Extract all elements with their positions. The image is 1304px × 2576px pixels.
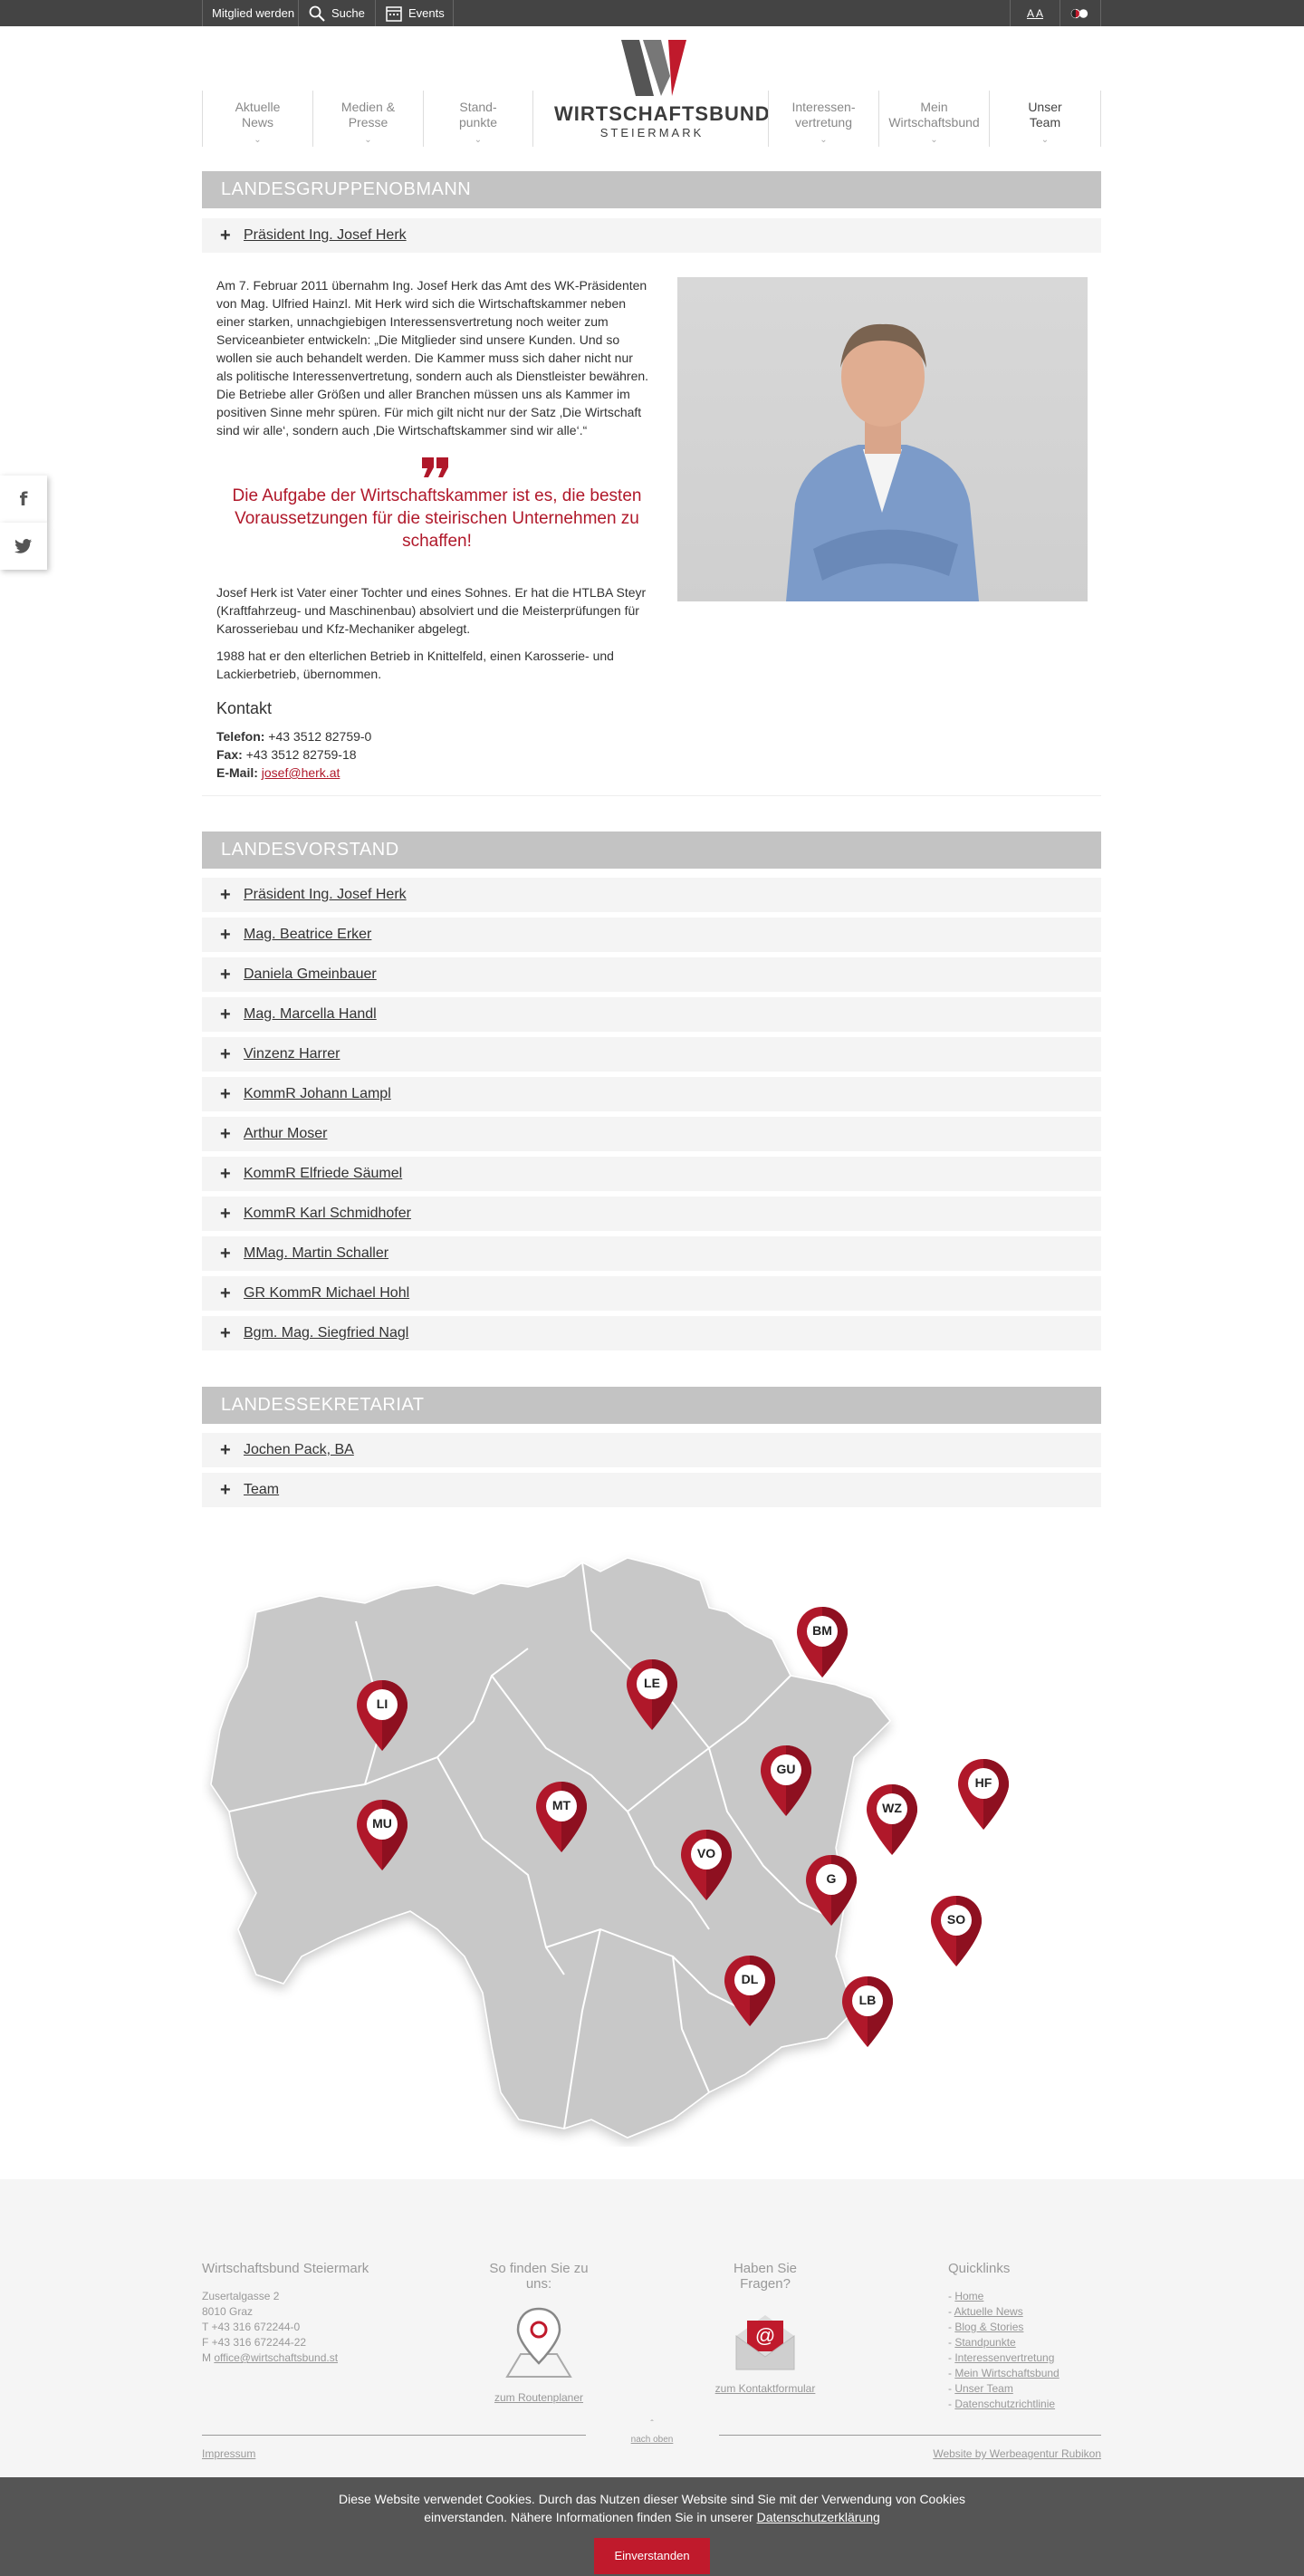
highlight-quote: Die Aufgabe der Wirtschaftskammer ist es, die besten Voraussetzungen für die steirischen Unternehmen zu schaffen! [232,486,642,551]
top-bar [0,0,1304,26]
twitter-icon [14,538,33,554]
map-pin-le[interactable]: LE [625,1658,679,1732]
map-pin-lb[interactable]: LB [840,1975,895,2049]
footer [0,2179,1304,2485]
map-pin-icon [625,1658,679,1732]
contact-email: E-Mail: josef@herk.at [216,765,340,780]
quote-icon [422,457,449,477]
logo-mark-icon [618,40,686,96]
logo-brand: WIRTSCHAFTSBUND [554,102,771,125]
plus-icon: + [220,1244,231,1264]
cookie-text: Diese Website verwendet Cookies. Durch das Nutzen dieser Website sind Sie mit der Verwendung von Cookies [338,2492,966,2506]
map-pin-hf[interactable]: HF [956,1757,1011,1831]
map-pin-icon [355,1678,409,1753]
nav-interessenvertretung[interactable]: Interessen- vertretung ⌄ [768,91,878,147]
plus-icon: + [220,885,231,905]
section-title-landesvorstand: LANDESVORSTAND [202,831,1101,869]
map-pin-icon [804,1853,858,1927]
font-size-toggle[interactable] [1010,0,1060,26]
contrast-toggle[interactable] [1060,0,1101,26]
contact-title: Kontakt [216,699,273,717]
map-pin-bm[interactable]: BM [795,1605,849,1679]
map-pin-icon [795,1605,849,1679]
facebook-share-button[interactable] [0,476,47,523]
accept-cookies-button[interactable]: Einverstanden [594,2538,709,2574]
accordion-item[interactable]: + Präsident Ing. Josef Herk [202,218,1101,253]
back-to-top-button[interactable]: ˆ nach oben [616,2417,688,2447]
nav-medien-presse[interactable]: Medien & Presse ⌄ [312,91,423,147]
plus-icon: + [220,1164,231,1184]
map-pin-icon [929,1894,983,1968]
chevron-up-icon: ˆ [650,2419,654,2429]
events-label: Events [408,6,445,20]
quicklink-item[interactable]: - Standpunkte [948,2336,1016,2349]
footer-directions: So finden Sie zu uns: zum Routenplaner [489,2261,589,2404]
mail-icon [729,2304,801,2377]
accordion-item[interactable]: + GR KommR Michael Hohl [202,1276,1101,1311]
font-size-label: A A [1026,6,1044,20]
plus-icon: + [220,1283,231,1303]
chevron-down-icon: ⌄ [820,135,828,145]
accordion-item[interactable]: + KommR Elfriede Säumel [202,1157,1101,1191]
map-pin-mt[interactable]: MT [534,1780,589,1854]
accordion-item[interactable]: + Team [202,1473,1101,1507]
plus-icon: + [220,925,231,945]
impressum-link[interactable]: Impressum [202,2447,256,2460]
contact-fax: Fax: +43 3512 82759-18 [216,747,357,762]
map-pin-wz[interactable]: WZ [865,1783,919,1857]
nav-standpunkte[interactable]: Stand- punkte ⌄ [423,91,533,147]
quicklink-item[interactable]: - Mein Wirtschaftsbund [948,2367,1060,2379]
footer-contact: Haben Sie Fragen? @ zum Kontaktformular [714,2261,816,2395]
contact-phone: Telefon: +43 3512 82759-0 [216,729,372,744]
contact-form-link[interactable]: zum Kontaktformular [714,2382,816,2395]
map-pin-icon [679,1828,734,1902]
quicklink-item[interactable]: - Unser Team [948,2382,1013,2395]
section-title-landessekretariat: LANDESSEKRETARIAT [202,1387,1101,1424]
map-pin-gu[interactable]: GU [759,1744,813,1818]
route-planner-link[interactable]: zum Routenplaner [494,2391,584,2404]
plus-icon: + [220,1004,231,1024]
accordion-item[interactable]: + Arthur Moser [202,1117,1101,1151]
nav-mein-wirtschaftsbund[interactable]: Mein Wirtschaftsbund ⌄ [878,91,989,147]
accordion-item[interactable]: + Mag. Beatrice Erker [202,918,1101,952]
logo-sub: STEIERMARK [599,126,705,139]
divider [202,2435,586,2436]
footer-quicklinks: Quicklinks - Home - Aktuelle News - Blog & Stories - Standpunkte - Interessenvertretung - Mein Wirtschaftsbund - Unser Team - Datenschutzrichtlinie [948,2261,1060,2410]
footer-org: Wirtschaftsbund Steiermark [202,2261,369,2276]
svg-text:@: @ [754,2324,776,2347]
map-pin-so[interactable]: SO [929,1894,983,1968]
quicklink-item[interactable]: - Interessenvertretung [948,2351,1055,2364]
quicklink-item[interactable]: - Datenschutzrichtlinie [948,2398,1056,2410]
chevron-down-icon: ⌄ [254,135,262,145]
map-pin-dl[interactable]: DL [723,1954,777,2028]
accordion-item[interactable]: + Vinzenz Harrer [202,1037,1101,1072]
accordion-item[interactable]: + MMag. Martin Schaller [202,1236,1101,1271]
map-pin-icon [865,1783,919,1857]
contrast-icon [1069,7,1091,20]
accordion-item[interactable]: + KommR Karl Schmidhofer [202,1197,1101,1231]
email-link[interactable]: josef@herk.at [261,765,340,780]
search-label: Suche [331,6,365,20]
section-title-landesgruppenobmann: LANDESGRUPPENOBMANN [202,171,1101,208]
map-pin-icon [759,1744,813,1818]
map-pin-icon [498,2304,580,2386]
nav-unser-team[interactable]: Unser Team ⌄ [989,91,1101,147]
nav-aktuelle-news[interactable]: Aktuelle News ⌄ [202,91,312,147]
bio-paragraph-2: Josef Herk ist Vater einer Tochter und eines Sohnes. Er hat die HTLBA Steyr (Kraftfahrzeug- und Maschinenbau) absolviert und die Meisterprüfungen für Karosseriebau und Kfz-Mechaniker abgelegt. [216,585,647,636]
map-pin-icon [534,1780,589,1854]
plus-icon: + [220,1084,231,1104]
bio-paragraph-1: Am 7. Februar 2011 übernahm Ing. Josef Herk das Amt des WK-Präsidenten von Mag. Ulfried Hainzl. Mit Herk wird sich die Wirtschaftskammer neben einer starken, unnachgiebigen Interessensvertretung noch weiter zum Serviceanbieter entwickeln: „Die Mitglieder sind unsere Kunden. Und so wollen sie auch behandelt werden. Die Kammer muss sich daher nicht nur als politische Interessenvertretung, sondern auch als Dienstleister bewähren. Die Betriebe aller Größen und aller Branchen müssen uns als Kammer im positiven Sinne mehr spüren. Für mich gilt nicht nur der Satz ‚Die Wirtschaft sind wir alle‘, sondern auch ‚Die Wirtschaftskammer sind wir alle‘.“ [216,278,649,437]
plus-icon: + [220,1440,231,1460]
portrait-photo [677,277,1088,601]
chevron-down-icon: ⌄ [930,135,938,145]
map-pin-icon [723,1954,777,2028]
member-link[interactable] [202,0,303,26]
plus-icon: + [220,1480,231,1500]
search-icon [308,5,326,23]
region-map [202,1540,1101,2147]
accordion-item[interactable]: + Mag. Marcella Handl [202,997,1101,1032]
map-pin-li[interactable]: LI [355,1678,409,1753]
plus-icon: + [220,1204,231,1224]
map-pin-mu[interactable]: MU [355,1798,409,1872]
map-pin-icon [956,1757,1011,1831]
plus-icon: + [220,1124,231,1144]
divider [719,2435,1101,2436]
quicklink-item[interactable]: - Home [948,2290,984,2302]
accordion-item[interactable]: + Jochen Pack, BA [202,1433,1101,1467]
chevron-down-icon: ⌄ [474,135,483,145]
accordion-item[interactable]: + Bgm. Mag. Siegfried Nagl [202,1316,1101,1350]
search-link[interactable] [298,0,374,26]
plus-icon: + [220,965,231,985]
map-pin-vo[interactable]: VO [679,1828,734,1902]
footer-email-link[interactable]: office@wirtschaftsbund.st [214,2351,339,2364]
calendar-icon [385,5,403,23]
plus-icon: + [220,226,231,245]
map-pin-g[interactable]: G [804,1853,858,1927]
member-label: Mitglied werden [212,6,295,20]
accordion-item[interactable]: + Präsident Ing. Josef Herk [202,878,1101,912]
plus-icon: + [220,1323,231,1343]
footer-address: Wirtschaftsbund Steiermark Zusertalgasse 2 8010 Graz T +43 316 672244-0 F +43 316 672244-22 M office@wirtschaftsbund.st [202,2261,369,2364]
cookie-banner: Diese Website verwendet Cookies. Durch das Nutzen dieser Website sind Sie mit der Verwendung von Cookies einverstanden. Nähere Informationen finden Sie in unserer Datenschutzerklärung Einverstanden [0,2477,1304,2576]
credit-link[interactable]: Website by Werbeagentur Rubikon [933,2447,1101,2460]
facebook-icon: f [19,488,28,510]
chevron-down-icon: ⌄ [364,135,372,145]
divider [202,795,1101,796]
map-pin-icon [840,1975,895,2049]
logo[interactable] [554,40,771,139]
twitter-share-button[interactable] [0,523,47,570]
chevron-down-icon: ⌄ [1040,135,1050,145]
privacy-link[interactable]: Datenschutzerklärung [756,2510,880,2524]
bio-paragraph-3: 1988 hat er den elterlichen Betrieb in Knittelfeld, einen Karosserie- und Lackierbetrieb, übernommen. [216,649,614,681]
quicklink-item[interactable]: - Aktuelle News [948,2305,1023,2318]
map-pin-icon [355,1798,409,1872]
plus-icon: + [220,1044,231,1064]
events-link[interactable] [375,0,454,26]
accordion-item[interactable]: + KommR Johann Lampl [202,1077,1101,1111]
quicklink-item[interactable]: - Blog & Stories [948,2321,1024,2333]
accordion-item[interactable]: + Daniela Gmeinbauer [202,957,1101,992]
